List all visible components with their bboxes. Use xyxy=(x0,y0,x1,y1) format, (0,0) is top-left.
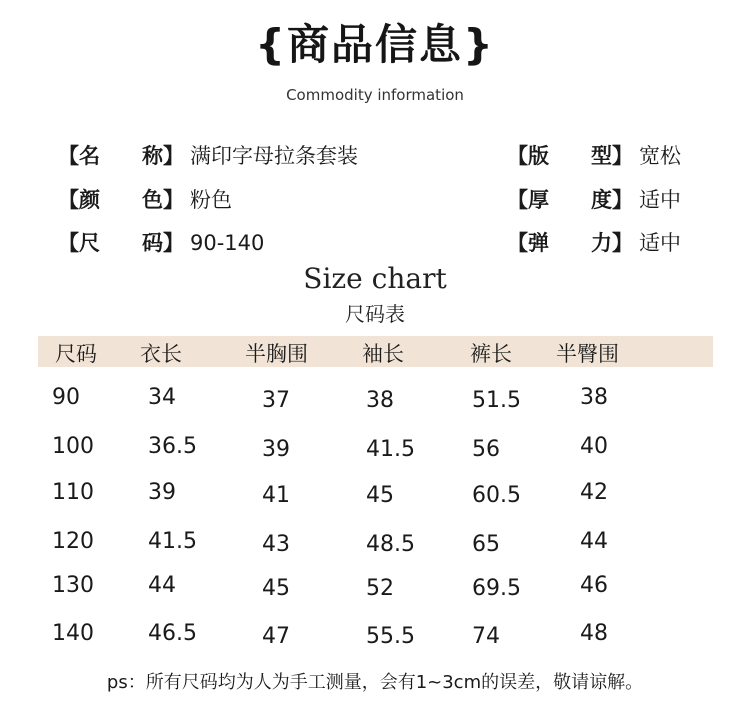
table-cell: 52 xyxy=(366,576,394,601)
table-cell: 69.5 xyxy=(472,576,521,601)
table-cell: 48.5 xyxy=(366,532,415,557)
table-cell: 43 xyxy=(262,532,290,557)
size-chart-subtitle: 尺码表 xyxy=(345,302,405,326)
info-value: 粉色 xyxy=(190,188,232,212)
table-cell: 36.5 xyxy=(148,434,197,459)
page-title: {商品信息} xyxy=(255,20,495,69)
table-cell: 44 xyxy=(148,573,176,598)
info-key: 【尺 码】 xyxy=(58,231,184,255)
table-cell: 51.5 xyxy=(472,388,521,413)
table-cell: 34 xyxy=(148,385,176,410)
info-value: 90-140 xyxy=(190,231,265,255)
info-row-elasticity xyxy=(507,227,681,257)
table-header-cell: 衣长 xyxy=(140,342,182,366)
table-cell: 41.5 xyxy=(148,529,197,554)
table-cell: 47 xyxy=(262,624,290,649)
table-cell: 56 xyxy=(472,437,500,462)
info-row-name xyxy=(58,140,358,170)
info-row-size xyxy=(58,227,264,257)
info-value: 宽松 xyxy=(639,144,681,168)
table-cell: 90 xyxy=(52,385,80,410)
table-cell: 130 xyxy=(52,573,94,598)
info-row-thickness xyxy=(507,184,681,214)
table-header-cell: 裤长 xyxy=(470,342,512,366)
info-key: 【弹 力】 xyxy=(507,231,633,255)
table-cell: 37 xyxy=(262,388,290,413)
table-cell: 42 xyxy=(580,480,608,505)
table-cell: 38 xyxy=(366,388,394,413)
table-cell: 55.5 xyxy=(366,624,415,649)
info-row-color xyxy=(58,184,232,214)
info-row-fit xyxy=(507,140,681,170)
table-cell: 45 xyxy=(262,576,290,601)
table-cell: 48 xyxy=(580,621,608,646)
table-cell: 45 xyxy=(366,483,394,508)
info-value: 适中 xyxy=(639,188,681,212)
table-cell: 110 xyxy=(52,480,94,505)
table-cell: 65 xyxy=(472,532,500,557)
table-cell: 46 xyxy=(580,573,608,598)
table-cell: 40 xyxy=(580,434,608,459)
table-cell: 41.5 xyxy=(366,437,415,462)
table-cell: 41 xyxy=(262,483,290,508)
table-header-cell: 半胸围 xyxy=(245,342,308,366)
table-header-cell: 袖长 xyxy=(362,342,404,366)
table-cell: 39 xyxy=(262,437,290,462)
table-cell: 100 xyxy=(52,434,94,459)
measurement-note: ps：所有尺码均为人为手工测量，会有1~3cm的误差，敬请谅解。 xyxy=(106,672,644,693)
table-cell: 60.5 xyxy=(472,483,521,508)
table-cell: 74 xyxy=(472,624,500,649)
table-header-cell: 半臀围 xyxy=(556,342,619,366)
info-key: 【颜 色】 xyxy=(58,188,184,212)
info-value: 适中 xyxy=(639,231,681,255)
info-value: 满印字母拉条套装 xyxy=(190,144,358,168)
info-key: 【名 称】 xyxy=(58,144,184,168)
table-cell: 44 xyxy=(580,529,608,554)
info-key: 【版 型】 xyxy=(507,144,633,168)
table-cell: 46.5 xyxy=(148,621,197,646)
page-subtitle: Commodity information xyxy=(286,86,464,104)
table-cell: 38 xyxy=(580,385,608,410)
table-cell: 39 xyxy=(148,480,176,505)
table-cell: 140 xyxy=(52,621,94,646)
size-chart-title: Size chart xyxy=(303,262,447,295)
info-key: 【厚 度】 xyxy=(507,188,633,212)
table-cell: 120 xyxy=(52,529,94,554)
table-header-cell: 尺码 xyxy=(55,342,97,366)
